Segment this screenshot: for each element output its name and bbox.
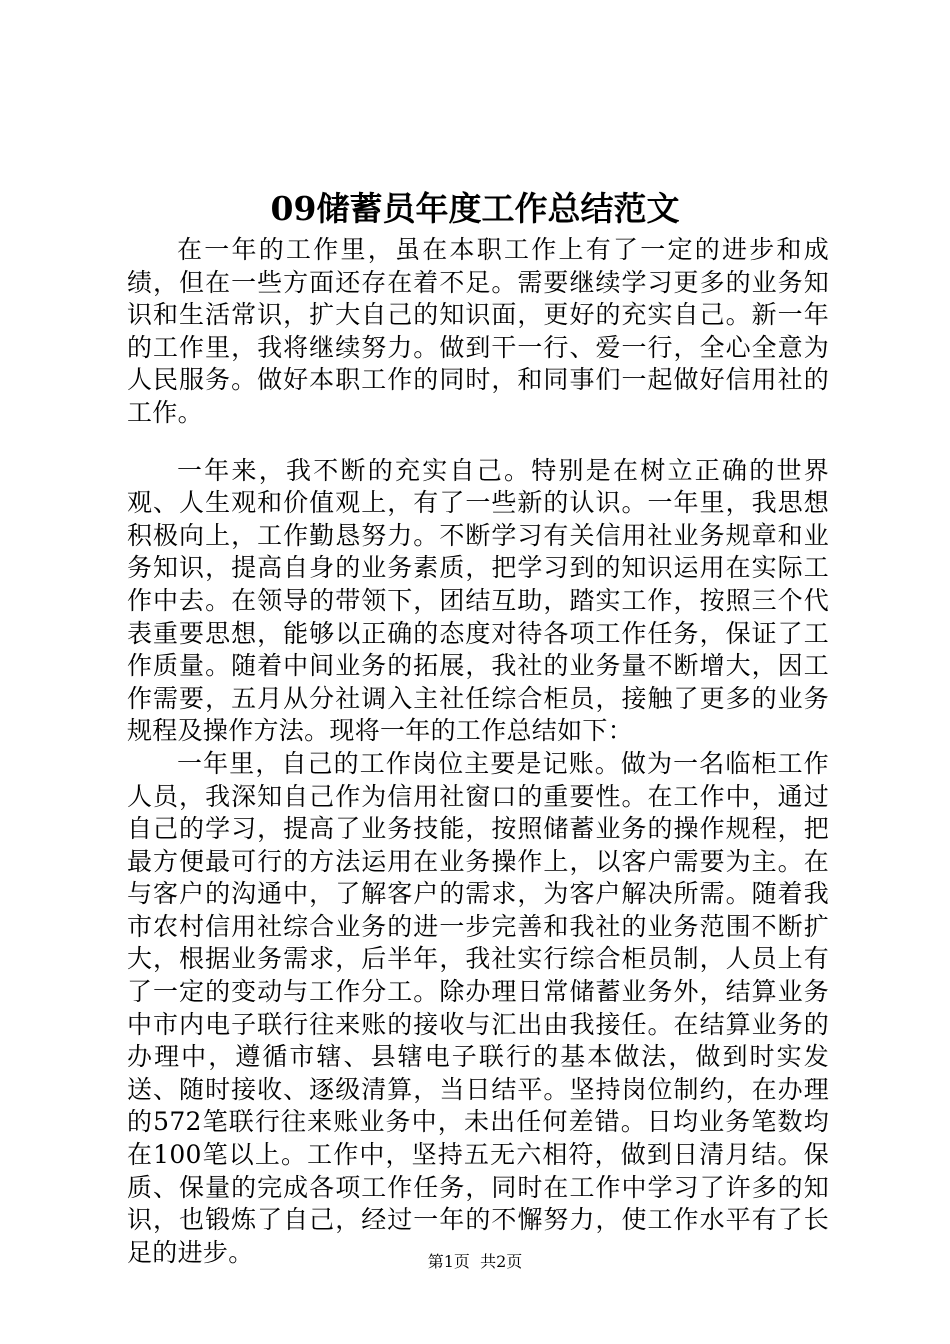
paragraph-gap <box>127 430 829 455</box>
document-title: 09储蓄员年度工作总结范文 <box>270 189 680 228</box>
page-number: 第1页 <box>427 1252 470 1271</box>
page-total: 共2页 <box>480 1252 523 1271</box>
paragraph-1: 在一年的工作里，虽在本职工作上有了一定的进步和成绩，但在一些方面还存在着不足。需要继续学习更多的业务知识和生活常识，扩大自己的知识面，更好的充实自己。新一年的工作里，我将继续努力。做到干一行、爱一行，全心全意为人民服务。做好本职工作的同时，和同事们一起做好信用社的工作。 <box>127 235 829 427</box>
page-footer <box>0 1252 950 1272</box>
paragraph-2: 一年来，我不断的充实自己。特别是在树立正确的世界观、人生观和价值观上，有了一些新的认识。一年里，我思想积极向上，工作勤恳努力。不断学习有关信用社业务规章和业务知识，提高自身的业务素质，把学习到的知识运用在实际工作中去。在领导的带领下，团结互助，踏实工作，按照三个代表重要思想，能够以正确的态度对待各项工作任务，保证了工作质量。随着中间业务的拓展，我社的业务量不断增大，因工作需要，五月从分社调入主社任综合柜员，接触了更多的业务规程及操作方法。现将一年的工作总结如下： <box>127 455 829 746</box>
paragraph-3: 一年里，自己的工作岗位主要是记账。做为一名临柜工作人员，我深知自己作为信用社窗口的重要性。在工作中，通过自己的学习，提高了业务技能，按照储蓄业务的操作规程，把最方便最可行的方法运用在业务操作上，以客户需要为主。在与客户的沟通中，了解客户的需求，为客户解决所需。随着我市农村信用社综合业务的进一步完善和我社的业务范围不断扩大，根据业务需求，后半年，我社实行综合柜员制，人员上有了一定的变动与工作分工。除办理日常储蓄业务外，结算业务中市内电子联行往来账的接收与汇出由我接任。在结算业务的办理中，遵循市辖、县辖电子联行的基本做法，做到时实发送、随时接收、逐级清算，当日结平。坚持岗位制约，在办理的572笔联行往来账业务中，未出任何差错。日均业务笔数均在100笔以上。工作中，坚持五无六相符，做到日清月结。保质、保量的完成各项工作任务，同时在工作中学习了许多的知识，也锻炼了自己，经过一年的不懈努力，使工作水平有了长足的进步。 <box>127 748 829 1267</box>
footer-spacer <box>470 1252 480 1271</box>
document-body <box>127 234 829 1269</box>
